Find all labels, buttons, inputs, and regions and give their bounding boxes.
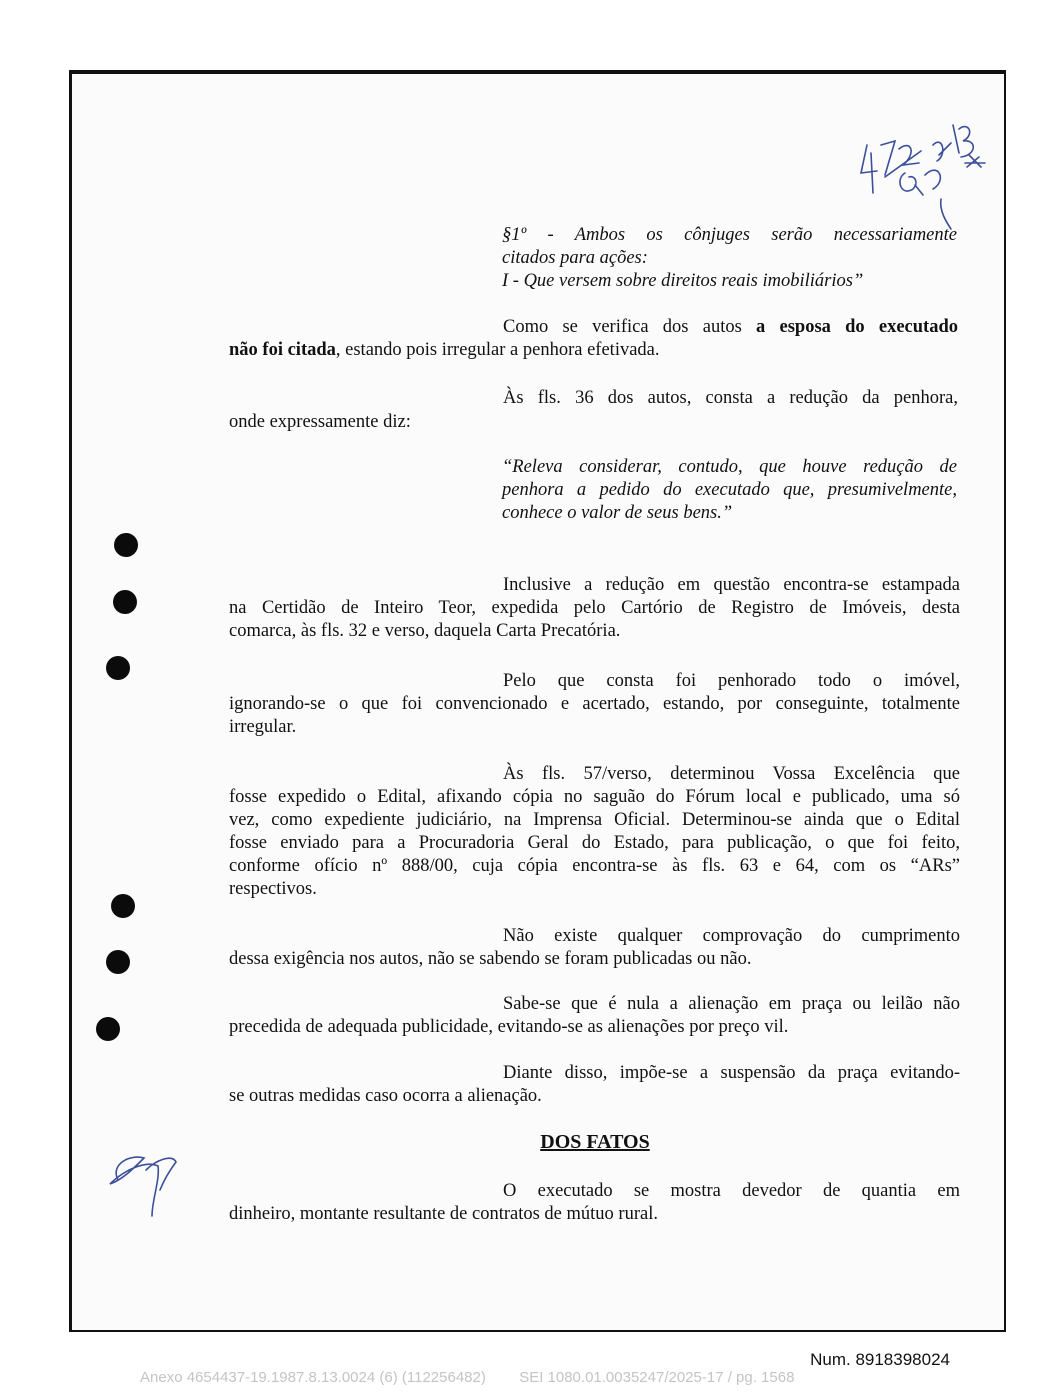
text-run: , estando pois irregular a penhora efetivada.	[335, 340, 660, 360]
punch-hole	[113, 590, 137, 614]
paragraph-line: se outras medidas caso ocorra a alienação.	[229, 1086, 542, 1106]
quote-line: penhora a pedido do executado que, presumivelmente,	[502, 480, 957, 500]
paragraph-nulidade	[229, 993, 960, 1039]
paragraph-line: Às fls. 57/verso, determinou Vossa Excelência que	[503, 764, 960, 784]
punch-hole	[114, 533, 138, 557]
paragraph-certidao	[229, 574, 960, 643]
paragraph-penhorado	[229, 670, 960, 739]
paragraph-reduction	[229, 387, 958, 434]
quote-releva	[502, 456, 957, 525]
paragraph-line: Inclusive a redução em questão encontra-se estampada	[503, 575, 960, 595]
paragraph-line: O executado se mostra devedor de quantia em	[503, 1181, 960, 1201]
paragraph-line: dessa exigência nos autos, não se sabendo se foram publicadas ou não.	[229, 949, 752, 969]
quote-line: conhece o valor de seus bens.”	[502, 503, 733, 523]
punch-hole	[106, 656, 130, 680]
bold-text-run: não foi citada	[229, 340, 336, 360]
punch-hole	[96, 1017, 120, 1041]
punch-hole	[111, 894, 135, 918]
paragraph-line: fosse enviado para a Procuradoria Geral do Estado, para publicação, o que foi feito,	[229, 833, 960, 853]
handwritten-folio-annotation	[855, 105, 995, 225]
paragraph-line: Pelo que consta foi penhorado todo o imóvel,	[503, 671, 960, 691]
paragraph-line: precedida de adequada publicidade, evitando-se as alienações por preço vil.	[229, 1017, 789, 1037]
sei-reference: SEI 1080.01.0035247/2025-17 / pg. 1568	[519, 1369, 795, 1386]
annex-reference: Anexo 4654437-19.1987.8.13.0024 (6) (112256482)	[140, 1369, 486, 1386]
paragraph-devedor	[229, 1180, 960, 1226]
paragraph-line: dinheiro, montante resultante de contratos de mútuo rural.	[229, 1204, 658, 1224]
paragraph-line: Sabe-se que é nula a alienação em praça ou leilão não	[503, 994, 960, 1014]
paragraph-comprovacao	[229, 925, 960, 971]
quote-line: citados para ações:	[502, 248, 648, 268]
paragraph-line: comarca, às fls. 32 e verso, daquela Carta Precatória.	[229, 621, 621, 641]
quote-line: §1º - Ambos os cônjuges serão necessariamente	[502, 225, 957, 245]
footer-reference	[140, 1369, 794, 1386]
bold-text-run: a esposa do executado	[756, 317, 959, 337]
quote-line: I - Que versem sobre direitos reais imobiliários”	[502, 271, 864, 291]
paragraph-line: Às fls. 36 dos autos, consta a redução da penhora,	[503, 388, 958, 408]
paragraph-line	[229, 316, 958, 339]
paragraph-line: irregular.	[229, 717, 297, 737]
paragraph-suspensao	[229, 1062, 960, 1108]
paragraph-line: respectivos.	[229, 879, 317, 899]
document-number: Num. 8918398024	[810, 1350, 950, 1369]
paragraph-line: fosse expedido o Edital, afixando cópia no saguão do Fórum local e publicado, uma só	[229, 787, 960, 807]
legal-quote-spouses	[502, 224, 957, 293]
paragraph-line: ignorando-se o que foi convencionado e acertado, estando, por conseguinte, totalmente	[229, 694, 960, 714]
quote-line: “Releva considerar, contudo, que houve redução de	[502, 457, 957, 477]
paragraph-line: onde expressamente diz:	[229, 412, 411, 432]
section-heading: DOS FATOS	[540, 1131, 650, 1153]
paragraph-line: Não existe qualquer comprovação do cumprimento	[503, 926, 960, 946]
paragraph-line	[229, 339, 958, 362]
paragraph-line: vez, como expediente judiciário, na Imprensa Oficial. Determinou-se ainda que o Edital	[229, 810, 960, 830]
punch-hole	[106, 950, 130, 974]
paragraph-line: conforme ofício nº 888/00, cuja cópia encontra-se às fls. 63 e 64, com os “ARs”	[229, 856, 960, 876]
paragraph-line: Diante disso, impõe-se a suspensão da praça evitando-	[503, 1063, 960, 1083]
paragraph-line: na Certidão de Inteiro Teor, expedida pelo Cartório de Registro de Imóveis, desta	[229, 598, 960, 618]
paragraph-edital	[229, 763, 960, 901]
text-run: Como se verifica dos autos	[503, 317, 742, 337]
paragraph-citation	[229, 316, 958, 362]
